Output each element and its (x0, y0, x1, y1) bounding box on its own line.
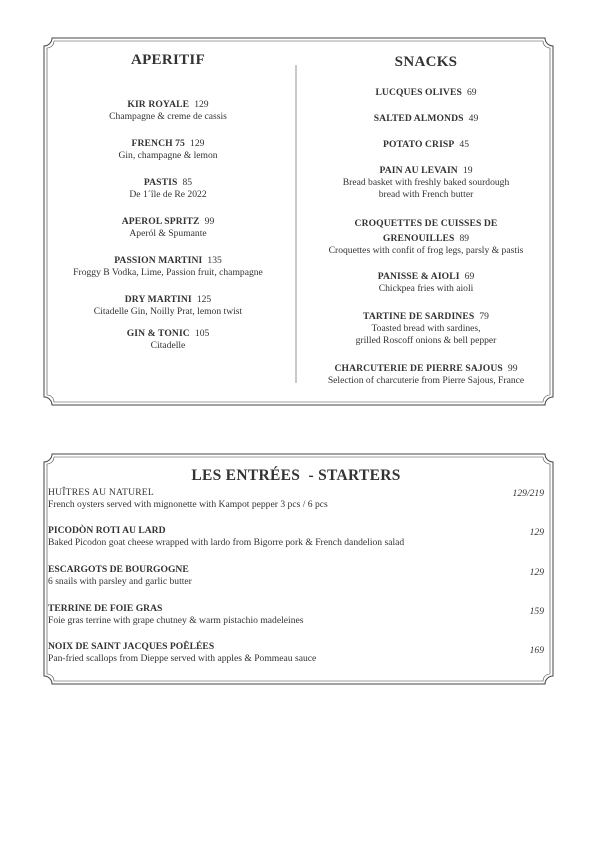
item-description: Selection of charcuterie from Pierre Sajous, France (327, 375, 525, 386)
item-price: 99 (507, 363, 518, 374)
snacks-column (306, 54, 546, 70)
item-name: NOIX DE SAINT JACQUES POÊLÉES (48, 641, 215, 652)
item-name: PAIN AU LEVAIN (379, 165, 458, 176)
item-description: Citadelle Gin, Noilly Prat, lemon twist (93, 306, 243, 317)
item-description: Citadelle (150, 340, 186, 351)
item-price: 49 (468, 113, 479, 124)
menu-item (306, 308, 546, 347)
menu-item (58, 96, 278, 123)
item-price: 69 (466, 87, 477, 98)
item-price: 69 (464, 271, 475, 282)
item-description: French oysters served with mignonette with Kampot pepper 3 pcs / 6 pcs (48, 499, 328, 510)
item-description: Champagne & creme de cassis (109, 111, 227, 122)
starter-item (48, 641, 544, 665)
item-name: FRENCH 75 (131, 138, 185, 149)
item-price: 85 (182, 177, 193, 188)
item-description: Toasted bread with sardines, (371, 323, 481, 334)
item-name: GRENOUILLES (382, 233, 455, 244)
item-price: 129 (194, 99, 209, 110)
item-name: KIR ROYALE (127, 99, 190, 110)
item-name: TARTINE DE SARDINES (363, 311, 475, 322)
item-description: grilled Roscoff onions & bell pepper (355, 335, 497, 346)
menu-item (58, 325, 278, 352)
item-price: 129 (529, 527, 544, 538)
item-description: Croquettes with confit of frog legs, parsly & pastis (328, 245, 524, 256)
item-name: PASSION MARTINI (114, 255, 203, 266)
item-name: LUCQUES OLIVES (375, 87, 462, 98)
item-price: 45 (459, 139, 469, 150)
menu-item (58, 291, 278, 318)
item-price: 105 (194, 328, 210, 339)
item-name: PANISSE & AIOLI (377, 271, 460, 282)
item-name: CHARCUTERIE DE PIERRE SAJOUS (334, 363, 503, 374)
starters-heading-wrap (48, 467, 544, 485)
starter-item (48, 487, 544, 511)
item-price: 125 (196, 294, 212, 305)
item-price: 169 (529, 645, 544, 656)
item-price: 135 (207, 255, 222, 266)
item-description: Froggy B Vodka, Lime, Passion fruit, champagne (73, 267, 263, 278)
item-name: APEROL SPRITZ (121, 216, 200, 227)
item-name: PASTIS (143, 177, 178, 188)
menu-item (306, 360, 546, 387)
item-description: Pan-fried scallops from Dieppe served with apples & Pommeau sauce (48, 653, 317, 664)
item-price: 89 (459, 233, 470, 244)
item-price: 129 (529, 567, 544, 578)
aperitif-heading: APERITIF (130, 52, 206, 68)
item-name: DRY MARTINI (124, 294, 192, 305)
item-description: Foie gras terrine with grape chutney & warm pistachio madeleines (48, 615, 304, 626)
item-description: 6 snails with parsley and garlic butter (48, 576, 192, 587)
starter-item (48, 603, 544, 627)
item-name: ESCARGOTS DE BOURGOGNE (48, 564, 189, 575)
item-price: 79 (479, 311, 489, 322)
menu-item (306, 136, 546, 151)
starters-heading: LES ENTRÉES - STARTERS (191, 467, 401, 484)
item-description: bread with French butter (378, 189, 474, 200)
item-description: Chickpea fries with aioli (378, 283, 474, 294)
menu-item (58, 213, 278, 240)
item-price: 19 (462, 165, 473, 176)
item-description: Gin, champagne & lemon (118, 150, 218, 161)
menu-item (58, 174, 278, 201)
starter-item (48, 525, 544, 549)
item-description: Baked Picodon goat cheese wrapped with lardo from Bigorre pork & French dandelion salad (48, 537, 405, 548)
item-price: 99 (204, 216, 215, 227)
starter-item (48, 564, 544, 588)
menu-item (306, 110, 546, 125)
menu-item (306, 162, 546, 201)
item-description: De 1´île de Re 2022 (129, 189, 207, 200)
snacks-heading: SNACKS (394, 54, 458, 70)
item-price: 129 (190, 138, 205, 149)
menu-item (306, 268, 546, 295)
menu-item (58, 252, 278, 279)
item-description: Bread basket with freshly baked sourdough (342, 177, 510, 188)
item-name: HUÎTRES AU NATUREL (48, 487, 154, 498)
item-name: SALTED ALMONDS (373, 113, 464, 124)
menu-item (306, 84, 546, 99)
item-price: 129/219 (512, 488, 544, 499)
menu-item (58, 135, 278, 162)
aperitif-column (58, 52, 278, 68)
item-name: PICODÒN ROTI AU LARD (48, 525, 166, 536)
item-name: POTATO CRISP (383, 139, 455, 150)
item-name: GIN & TONIC (126, 328, 190, 339)
item-description: Aperól & Spumante (129, 228, 207, 239)
item-price: 159 (529, 606, 544, 617)
menu-item (306, 215, 546, 257)
item-name: TERRINE DE FOIE GRAS (48, 603, 163, 614)
item-name: CROQUETTES DE CUISSES DE (354, 218, 498, 229)
